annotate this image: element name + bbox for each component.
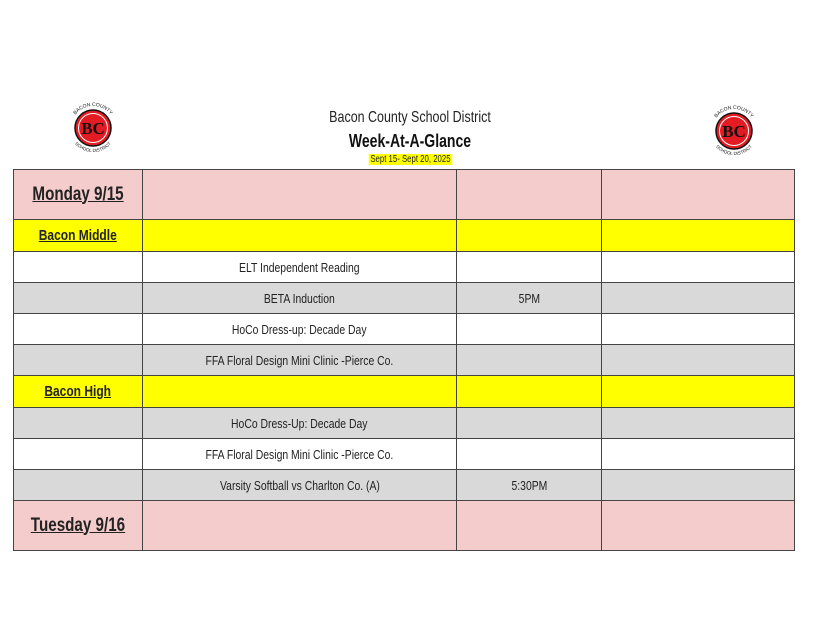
event-name: HoCo Dress-Up: Decade Day bbox=[231, 415, 368, 431]
logo-top-text: BACON COUNTY bbox=[713, 104, 755, 120]
page-title: Week-At-A-Glance bbox=[348, 131, 472, 151]
school-label: Bacon Middle bbox=[38, 227, 117, 244]
logo-top-text: BACON COUNTY bbox=[72, 101, 114, 117]
empty-cell bbox=[14, 283, 143, 314]
empty-cell bbox=[602, 220, 795, 252]
logo-bottom-text: SCHOOL DISTRICT bbox=[74, 140, 112, 154]
event-time: 5PM bbox=[518, 290, 540, 306]
empty-cell bbox=[602, 408, 795, 439]
day-label: Monday 9/15 bbox=[32, 183, 124, 205]
empty-cell bbox=[602, 501, 795, 551]
school-label-cell bbox=[14, 376, 143, 408]
event-name-cell bbox=[143, 345, 457, 376]
event-time-cell bbox=[457, 252, 602, 283]
empty-cell bbox=[14, 439, 143, 470]
logo-initials: BC bbox=[722, 122, 746, 141]
school-row-bacon-middle bbox=[14, 220, 795, 252]
day-label-cell bbox=[14, 501, 143, 551]
empty-cell bbox=[602, 314, 795, 345]
empty-cell bbox=[14, 408, 143, 439]
empty-cell bbox=[602, 345, 795, 376]
empty-cell bbox=[457, 220, 602, 252]
district-logo-right bbox=[704, 101, 764, 161]
event-time-cell bbox=[457, 345, 602, 376]
event-name: BETA Induction bbox=[264, 290, 335, 306]
empty-cell bbox=[14, 314, 143, 345]
event-time: 5:30PM bbox=[511, 477, 547, 493]
event-name: FFA Floral Design Mini Clinic -Pierce Co. bbox=[205, 446, 394, 462]
empty-cell bbox=[602, 252, 795, 283]
event-row bbox=[14, 283, 795, 314]
event-row bbox=[14, 470, 795, 501]
day-label-cell bbox=[14, 170, 143, 220]
event-row bbox=[14, 408, 795, 439]
empty-cell bbox=[143, 376, 457, 408]
event-row bbox=[14, 314, 795, 345]
event-row bbox=[14, 252, 795, 283]
event-name-cell bbox=[143, 283, 457, 314]
empty-cell bbox=[14, 345, 143, 376]
event-name-cell bbox=[143, 439, 457, 470]
event-time-cell bbox=[457, 439, 602, 470]
school-row-bacon-high bbox=[14, 376, 795, 408]
event-name: HoCo Dress-up: Decade Day bbox=[232, 321, 367, 337]
event-name-cell bbox=[143, 314, 457, 345]
empty-cell bbox=[457, 376, 602, 408]
district-logo-left bbox=[63, 98, 123, 158]
empty-cell bbox=[457, 501, 602, 551]
date-range-highlight: Sept 15- Sept 20, 2025 bbox=[369, 154, 451, 165]
event-time-cell bbox=[457, 283, 602, 314]
event-name-cell bbox=[143, 408, 457, 439]
empty-cell bbox=[143, 170, 457, 220]
date-range bbox=[260, 154, 560, 165]
empty-cell bbox=[602, 170, 795, 220]
empty-cell bbox=[143, 220, 457, 252]
school-label-cell bbox=[14, 220, 143, 252]
school-label: Bacon High bbox=[44, 383, 112, 400]
empty-cell bbox=[602, 376, 795, 408]
empty-cell bbox=[602, 439, 795, 470]
event-row bbox=[14, 439, 795, 470]
logo-initials: BC bbox=[81, 119, 105, 138]
event-name: Varsity Softball vs Charlton Co. (A) bbox=[219, 477, 380, 493]
empty-cell bbox=[602, 283, 795, 314]
event-name: FFA Floral Design Mini Clinic -Pierce Co. bbox=[205, 352, 394, 368]
empty-cell bbox=[14, 252, 143, 283]
week-schedule-table bbox=[13, 169, 795, 551]
district-title: Bacon County School District bbox=[329, 109, 491, 126]
empty-cell bbox=[457, 170, 602, 220]
empty-cell bbox=[14, 470, 143, 501]
event-row bbox=[14, 345, 795, 376]
event-time-cell bbox=[457, 408, 602, 439]
day-row-monday bbox=[14, 170, 795, 220]
day-row-tuesday bbox=[14, 501, 795, 551]
event-name-cell bbox=[143, 252, 457, 283]
empty-cell bbox=[143, 501, 457, 551]
day-label: Tuesday 9/16 bbox=[30, 514, 126, 536]
event-name-cell bbox=[143, 470, 457, 501]
logo-bottom-text: SCHOOL DISTRICT bbox=[715, 143, 753, 157]
event-time-cell bbox=[457, 314, 602, 345]
event-time-cell bbox=[457, 470, 602, 501]
event-name: ELT Independent Reading bbox=[239, 259, 360, 275]
empty-cell bbox=[602, 470, 795, 501]
